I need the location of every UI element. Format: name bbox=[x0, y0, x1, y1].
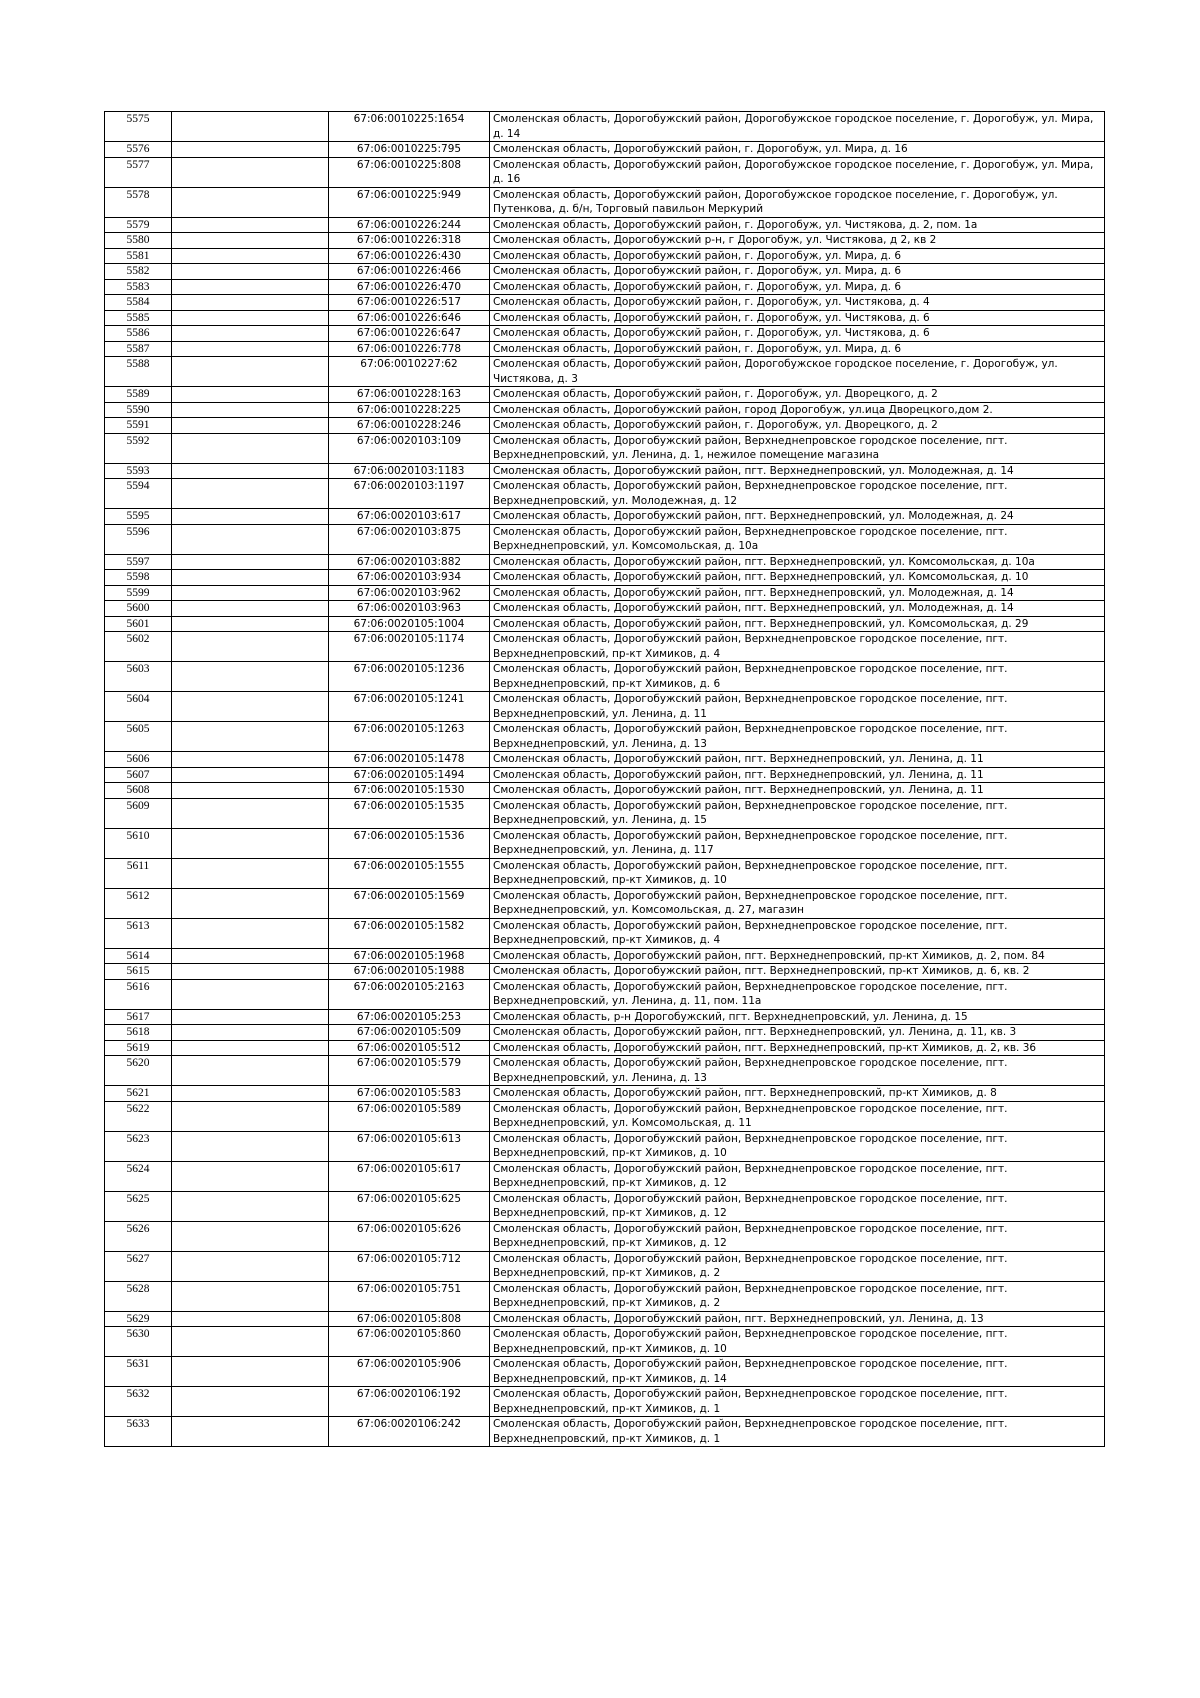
address-cell: Смоленская область, Дорогобужский район, пгт. Верхнеднепровский, ул. Ленина, д. 11 bbox=[490, 752, 1105, 768]
table-row bbox=[105, 402, 1105, 418]
cadastral-number-cell: 67:06:0020103:882 bbox=[329, 554, 490, 570]
row-name-cell bbox=[172, 798, 329, 828]
address-cell: Смоленская область, Дорогобужский район, Верхнеднепровское городское поселение, пгт. Верхнеднепровский, ул. Ленина, д. 13 bbox=[490, 722, 1105, 752]
row-number-cell: 5580 bbox=[105, 233, 172, 249]
table-row bbox=[105, 310, 1105, 326]
cadastral-number-cell: 67:06:0010226:430 bbox=[329, 248, 490, 264]
table-row bbox=[105, 1387, 1105, 1417]
row-name-cell bbox=[172, 601, 329, 617]
row-name-cell bbox=[172, 509, 329, 525]
row-number-cell: 5579 bbox=[105, 217, 172, 233]
address-cell: Смоленская область, Дорогобужский район, Верхнеднепровское городское поселение, пгт. Верхнеднепровский, ул. Комсомольская, д. 11 bbox=[490, 1101, 1105, 1131]
row-number-cell: 5581 bbox=[105, 248, 172, 264]
cadastral-number-cell: 67:06:0020105:589 bbox=[329, 1101, 490, 1131]
row-number-cell: 5611 bbox=[105, 858, 172, 888]
row-name-cell bbox=[172, 858, 329, 888]
row-name-cell bbox=[172, 479, 329, 509]
table-row bbox=[105, 1327, 1105, 1357]
address-cell: Смоленская область, Дорогобужский район, Верхнеднепровское городское поселение, пгт. Верхнеднепровский, пр-кт Химиков, д. 12 bbox=[490, 1221, 1105, 1251]
row-name-cell bbox=[172, 1387, 329, 1417]
row-number-cell: 5583 bbox=[105, 279, 172, 295]
row-number-cell: 5613 bbox=[105, 918, 172, 948]
row-name-cell bbox=[172, 1086, 329, 1102]
row-name-cell bbox=[172, 692, 329, 722]
cadastral-number-cell: 67:06:0010225:795 bbox=[329, 142, 490, 158]
row-number-cell: 5577 bbox=[105, 157, 172, 187]
table-row bbox=[105, 233, 1105, 249]
address-cell: Смоленская область, Дорогобужский район, Верхнеднепровское городское поселение, пгт. Верхнеднепровский, пр-кт Химиков, д. 2 bbox=[490, 1251, 1105, 1281]
table-row bbox=[105, 157, 1105, 187]
cadastral-number-cell: 67:06:0020105:860 bbox=[329, 1327, 490, 1357]
cadastral-number-cell: 67:06:0020105:751 bbox=[329, 1281, 490, 1311]
table-row bbox=[105, 828, 1105, 858]
row-number-cell: 5594 bbox=[105, 479, 172, 509]
cadastral-number-cell: 67:06:0020103:962 bbox=[329, 585, 490, 601]
table-row bbox=[105, 752, 1105, 768]
address-cell: Смоленская область, Дорогобужский район, Верхнеднепровское городское поселение, пгт. Верхнеднепровский, пр-кт Химиков, д. 4 bbox=[490, 632, 1105, 662]
address-cell: Смоленская область, Дорогобужский район, пгт. Верхнеднепровский, пр-кт Химиков, д. 2, пом. 84 bbox=[490, 948, 1105, 964]
row-name-cell bbox=[172, 112, 329, 142]
table-row bbox=[105, 248, 1105, 264]
cadastral-number-cell: 67:06:0020105:712 bbox=[329, 1251, 490, 1281]
row-number-cell: 5587 bbox=[105, 341, 172, 357]
table-row bbox=[105, 722, 1105, 752]
address-cell: Смоленская область, Дорогобужский район, г. Дорогобуж, ул. Чистякова, д. 6 bbox=[490, 310, 1105, 326]
row-number-cell: 5618 bbox=[105, 1025, 172, 1041]
address-cell: Смоленская область, Дорогобужский район, г. Дорогобуж, ул. Мира, д. 6 bbox=[490, 341, 1105, 357]
address-cell: Смоленская область, Дорогобужский район, Дорогобужское городское поселение, г. Дорогобуж, ул. Путенкова, д. б/н, Торговый павильон Меркурий bbox=[490, 187, 1105, 217]
table-row bbox=[105, 279, 1105, 295]
table-row bbox=[105, 1311, 1105, 1327]
cadastral-number-cell: 67:06:0020105:579 bbox=[329, 1056, 490, 1086]
row-number-cell: 5575 bbox=[105, 112, 172, 142]
table-row bbox=[105, 187, 1105, 217]
row-number-cell: 5576 bbox=[105, 142, 172, 158]
row-name-cell bbox=[172, 357, 329, 387]
row-number-cell: 5612 bbox=[105, 888, 172, 918]
row-name-cell bbox=[172, 1161, 329, 1191]
address-cell: Смоленская область, Дорогобужский район, г. Дорогобуж, ул. Чистякова, д. 2, пом. 1а bbox=[490, 217, 1105, 233]
address-cell: Смоленская область, Дорогобужский район, пгт. Верхнеднепровский, пр-кт Химиков, д. 6, кв. 2 bbox=[490, 964, 1105, 980]
row-name-cell bbox=[172, 187, 329, 217]
row-name-cell bbox=[172, 326, 329, 342]
row-number-cell: 5615 bbox=[105, 964, 172, 980]
row-number-cell: 5622 bbox=[105, 1101, 172, 1131]
address-cell: Смоленская область, Дорогобужский район, Верхнеднепровское городское поселение, пгт. Верхнеднепровский, пр-кт Химиков, д. 12 bbox=[490, 1161, 1105, 1191]
address-cell: Смоленская область, Дорогобужский район, город Дорогобуж, ул.ица Дворецкого,дом 2. bbox=[490, 402, 1105, 418]
row-number-cell: 5624 bbox=[105, 1161, 172, 1191]
row-number-cell: 5629 bbox=[105, 1311, 172, 1327]
cadastral-number-cell: 67:06:0020103:1183 bbox=[329, 463, 490, 479]
row-name-cell bbox=[172, 1025, 329, 1041]
table-row bbox=[105, 295, 1105, 311]
cadastral-number-cell: 67:06:0020105:1582 bbox=[329, 918, 490, 948]
row-number-cell: 5621 bbox=[105, 1086, 172, 1102]
row-number-cell: 5633 bbox=[105, 1417, 172, 1447]
table-row bbox=[105, 387, 1105, 403]
row-name-cell bbox=[172, 433, 329, 463]
table-row bbox=[105, 1357, 1105, 1387]
row-name-cell bbox=[172, 1357, 329, 1387]
cadastral-number-cell: 67:06:0020105:1004 bbox=[329, 616, 490, 632]
cadastral-number-cell: 67:06:0020105:1535 bbox=[329, 798, 490, 828]
address-cell: Смоленская область, Дорогобужский район, Верхнеднепровское городское поселение, пгт. Верхнеднепровский, пр-кт Химиков, д. 1 bbox=[490, 1387, 1105, 1417]
address-cell: Смоленская область, Дорогобужский район, пгт. Верхнеднепровский, пр-кт Химиков, д. 2, кв. 36 bbox=[490, 1040, 1105, 1056]
row-number-cell: 5586 bbox=[105, 326, 172, 342]
cadastral-number-cell: 67:06:0020105:1494 bbox=[329, 767, 490, 783]
row-number-cell: 5600 bbox=[105, 601, 172, 617]
table-row bbox=[105, 1040, 1105, 1056]
table-row bbox=[105, 783, 1105, 799]
row-number-cell: 5616 bbox=[105, 979, 172, 1009]
cadastral-number-cell: 67:06:0020105:512 bbox=[329, 1040, 490, 1056]
table-row bbox=[105, 964, 1105, 980]
row-number-cell: 5589 bbox=[105, 387, 172, 403]
cadastral-number-cell: 67:06:0020105:1555 bbox=[329, 858, 490, 888]
cadastral-number-cell: 67:06:0020105:1236 bbox=[329, 662, 490, 692]
cadastral-number-cell: 67:06:0010226:466 bbox=[329, 264, 490, 280]
address-cell: Смоленская область, Дорогобужский район, пгт. Верхнеднепровский, пр-кт Химиков, д. 8 bbox=[490, 1086, 1105, 1102]
row-number-cell: 5620 bbox=[105, 1056, 172, 1086]
cadastral-number-cell: 67:06:0010226:517 bbox=[329, 295, 490, 311]
address-cell: Смоленская область, Дорогобужский район, пгт. Верхнеднепровский, ул. Ленина, д. 11 bbox=[490, 783, 1105, 799]
row-name-cell bbox=[172, 310, 329, 326]
table-row bbox=[105, 1191, 1105, 1221]
table-row bbox=[105, 142, 1105, 158]
address-cell: Смоленская область, Дорогобужский район, Верхнеднепровское городское поселение, пгт. Верхнеднепровский, ул. Ленина, д. 15 bbox=[490, 798, 1105, 828]
table-row bbox=[105, 632, 1105, 662]
row-number-cell: 5588 bbox=[105, 357, 172, 387]
row-number-cell: 5619 bbox=[105, 1040, 172, 1056]
cadastral-number-cell: 67:06:0020105:617 bbox=[329, 1161, 490, 1191]
address-cell: Смоленская область, Дорогобужский район, г. Дорогобуж, ул. Мира, д. 6 bbox=[490, 248, 1105, 264]
row-name-cell bbox=[172, 1281, 329, 1311]
cadastral-number-cell: 67:06:0020105:906 bbox=[329, 1357, 490, 1387]
table-row bbox=[105, 554, 1105, 570]
address-cell: Смоленская область, Дорогобужский район, г. Дорогобуж, ул. Мира, д. 16 bbox=[490, 142, 1105, 158]
address-cell: Смоленская область, Дорогобужский район, г. Дорогобуж, ул. Мира, д. 6 bbox=[490, 264, 1105, 280]
cadastral-number-cell: 67:06:0020103:617 bbox=[329, 509, 490, 525]
row-number-cell: 5628 bbox=[105, 1281, 172, 1311]
table-row bbox=[105, 948, 1105, 964]
address-cell: Смоленская область, Дорогобужский район, пгт. Верхнеднепровский, ул. Молодежная, д. 14 bbox=[490, 585, 1105, 601]
table-row bbox=[105, 1221, 1105, 1251]
cadastral-number-cell: 67:06:0010226:778 bbox=[329, 341, 490, 357]
row-number-cell: 5602 bbox=[105, 632, 172, 662]
cadastral-number-cell: 67:06:0010226:646 bbox=[329, 310, 490, 326]
address-cell: Смоленская область, Дорогобужский район, Верхнеднепровское городское поселение, пгт. Верхнеднепровский, ул. Молодежная, д. 12 bbox=[490, 479, 1105, 509]
cadastral-number-cell: 67:06:0020105:509 bbox=[329, 1025, 490, 1041]
row-number-cell: 5606 bbox=[105, 752, 172, 768]
cadastral-number-cell: 67:06:0010226:318 bbox=[329, 233, 490, 249]
row-number-cell: 5590 bbox=[105, 402, 172, 418]
address-cell: Смоленская область, Дорогобужский район, Верхнеднепровское городское поселение, пгт. Верхнеднепровский, ул. Ленина, д. 11, пом. 11а bbox=[490, 979, 1105, 1009]
table-row bbox=[105, 979, 1105, 1009]
address-cell: Смоленская область, Дорогобужский р-н, г Дорогобуж, ул. Чистякова, д 2, кв 2 bbox=[490, 233, 1105, 249]
address-cell: Смоленская область, р-н Дорогобужский, пгт. Верхнеднепровский, ул. Ленина, д. 15 bbox=[490, 1009, 1105, 1025]
row-name-cell bbox=[172, 979, 329, 1009]
row-name-cell bbox=[172, 888, 329, 918]
table-row bbox=[105, 341, 1105, 357]
address-cell: Смоленская область, Дорогобужский район, г. Дорогобуж, ул. Дворецкого, д. 2 bbox=[490, 387, 1105, 403]
row-name-cell bbox=[172, 1009, 329, 1025]
address-cell: Смоленская область, Дорогобужский район, Верхнеднепровское городское поселение, пгт. Верхнеднепровский, пр-кт Химиков, д. 10 bbox=[490, 858, 1105, 888]
row-number-cell: 5626 bbox=[105, 1221, 172, 1251]
cadastral-number-cell: 67:06:0010225:949 bbox=[329, 187, 490, 217]
cadastral-number-cell: 67:06:0020105:583 bbox=[329, 1086, 490, 1102]
row-name-cell bbox=[172, 554, 329, 570]
table-row bbox=[105, 1417, 1105, 1447]
table-row bbox=[105, 616, 1105, 632]
property-table bbox=[104, 111, 1105, 1447]
table-row bbox=[105, 1101, 1105, 1131]
row-name-cell bbox=[172, 1221, 329, 1251]
address-cell: Смоленская область, Дорогобужский район, Верхнеднепровское городское поселение, пгт. Верхнеднепровский, ул. Ленина, д. 1, нежилое помещение магазина bbox=[490, 433, 1105, 463]
row-name-cell bbox=[172, 264, 329, 280]
address-cell: Смоленская область, Дорогобужский район, Верхнеднепровское городское поселение, пгт. Верхнеднепровский, пр-кт Химиков, д. 4 bbox=[490, 918, 1105, 948]
row-name-cell bbox=[172, 828, 329, 858]
table-row bbox=[105, 418, 1105, 434]
row-number-cell: 5603 bbox=[105, 662, 172, 692]
table-row bbox=[105, 918, 1105, 948]
cadastral-number-cell: 67:06:0010226:244 bbox=[329, 217, 490, 233]
table-row bbox=[105, 509, 1105, 525]
row-name-cell bbox=[172, 948, 329, 964]
table-row bbox=[105, 1131, 1105, 1161]
row-name-cell bbox=[172, 463, 329, 479]
row-name-cell bbox=[172, 1056, 329, 1086]
row-name-cell bbox=[172, 570, 329, 586]
cadastral-number-cell: 67:06:0010225:808 bbox=[329, 157, 490, 187]
address-cell: Смоленская область, Дорогобужский район, Верхнеднепровское городское поселение, пгт. Верхнеднепровский, пр-кт Химиков, д. 1 bbox=[490, 1417, 1105, 1447]
row-name-cell bbox=[172, 662, 329, 692]
row-name-cell bbox=[172, 1327, 329, 1357]
cadastral-number-cell: 67:06:0020103:963 bbox=[329, 601, 490, 617]
table-row bbox=[105, 692, 1105, 722]
row-name-cell bbox=[172, 1040, 329, 1056]
address-cell: Смоленская область, Дорогобужский район, Верхнеднепровское городское поселение, пгт. Верхнеднепровский, пр-кт Химиков, д. 12 bbox=[490, 1191, 1105, 1221]
table-row bbox=[105, 1025, 1105, 1041]
row-name-cell bbox=[172, 524, 329, 554]
row-number-cell: 5625 bbox=[105, 1191, 172, 1221]
address-cell: Смоленская область, Дорогобужский район, Верхнеднепровское городское поселение, пгт. Верхнеднепровский, пр-кт Химиков, д. 10 bbox=[490, 1131, 1105, 1161]
row-number-cell: 5584 bbox=[105, 295, 172, 311]
cadastral-number-cell: 67:06:0010228:163 bbox=[329, 387, 490, 403]
row-number-cell: 5601 bbox=[105, 616, 172, 632]
row-name-cell bbox=[172, 142, 329, 158]
address-cell: Смоленская область, Дорогобужский район, пгт. Верхнеднепровский, ул. Ленина, д. 11 bbox=[490, 767, 1105, 783]
address-cell: Смоленская область, Дорогобужский район, Верхнеднепровское городское поселение, пгт. Верхнеднепровский, ул. Комсомольская, д. 10а bbox=[490, 524, 1105, 554]
table-row bbox=[105, 112, 1105, 142]
row-name-cell bbox=[172, 402, 329, 418]
address-cell: Смоленская область, Дорогобужский район, Верхнеднепровское городское поселение, пгт. Верхнеднепровский, ул. Ленина, д. 11 bbox=[490, 692, 1105, 722]
row-number-cell: 5617 bbox=[105, 1009, 172, 1025]
table-row bbox=[105, 858, 1105, 888]
cadastral-number-cell: 67:06:0020103:1197 bbox=[329, 479, 490, 509]
row-name-cell bbox=[172, 752, 329, 768]
row-number-cell: 5610 bbox=[105, 828, 172, 858]
cadastral-number-cell: 67:06:0020105:1241 bbox=[329, 692, 490, 722]
row-name-cell bbox=[172, 632, 329, 662]
address-cell: Смоленская область, Дорогобужский район, пгт. Верхнеднепровский, ул. Ленина, д. 13 bbox=[490, 1311, 1105, 1327]
table-row bbox=[105, 1251, 1105, 1281]
table-row bbox=[105, 1161, 1105, 1191]
cadastral-number-cell: 67:06:0020103:109 bbox=[329, 433, 490, 463]
row-number-cell: 5627 bbox=[105, 1251, 172, 1281]
row-number-cell: 5599 bbox=[105, 585, 172, 601]
row-name-cell bbox=[172, 233, 329, 249]
cadastral-number-cell: 67:06:0020105:1530 bbox=[329, 783, 490, 799]
cadastral-number-cell: 67:06:0020103:934 bbox=[329, 570, 490, 586]
row-name-cell bbox=[172, 783, 329, 799]
table-row bbox=[105, 662, 1105, 692]
row-name-cell bbox=[172, 157, 329, 187]
cadastral-number-cell: 67:06:0020103:875 bbox=[329, 524, 490, 554]
table-row bbox=[105, 1056, 1105, 1086]
row-number-cell: 5608 bbox=[105, 783, 172, 799]
cadastral-number-cell: 67:06:0020105:808 bbox=[329, 1311, 490, 1327]
table-body bbox=[105, 112, 1105, 1447]
address-cell: Смоленская область, Дорогобужский район, пгт. Верхнеднепровский, ул. Комсомольская, д. 10а bbox=[490, 554, 1105, 570]
cadastral-number-cell: 67:06:0010226:470 bbox=[329, 279, 490, 295]
row-name-cell bbox=[172, 767, 329, 783]
address-cell: Смоленская область, Дорогобужский район, г. Дорогобуж, ул. Чистякова, д. 4 bbox=[490, 295, 1105, 311]
row-name-cell bbox=[172, 964, 329, 980]
row-name-cell bbox=[172, 387, 329, 403]
cadastral-number-cell: 67:06:0020105:1536 bbox=[329, 828, 490, 858]
cadastral-number-cell: 67:06:0010228:246 bbox=[329, 418, 490, 434]
table-row bbox=[105, 463, 1105, 479]
cadastral-number-cell: 67:06:0020106:192 bbox=[329, 1387, 490, 1417]
address-cell: Смоленская область, Дорогобужский район, г. Дорогобуж, ул. Чистякова, д. 6 bbox=[490, 326, 1105, 342]
address-cell: Смоленская область, Дорогобужский район, Дорогобужское городское поселение, г. Дорогобуж, ул. Чистякова, д. 3 bbox=[490, 357, 1105, 387]
row-number-cell: 5582 bbox=[105, 264, 172, 280]
table-row bbox=[105, 357, 1105, 387]
address-cell: Смоленская область, Дорогобужский район, пгт. Верхнеднепровский, ул. Молодежная, д. 14 bbox=[490, 601, 1105, 617]
table-row bbox=[105, 888, 1105, 918]
table-row bbox=[105, 479, 1105, 509]
address-cell: Смоленская область, Дорогобужский район, г. Дорогобуж, ул. Дворецкого, д. 2 bbox=[490, 418, 1105, 434]
row-name-cell bbox=[172, 616, 329, 632]
cadastral-number-cell: 67:06:0020105:625 bbox=[329, 1191, 490, 1221]
row-number-cell: 5630 bbox=[105, 1327, 172, 1357]
row-name-cell bbox=[172, 217, 329, 233]
address-cell: Смоленская область, Дорогобужский район, Верхнеднепровское городское поселение, пгт. Верхнеднепровский, пр-кт Химиков, д. 6 bbox=[490, 662, 1105, 692]
row-number-cell: 5597 bbox=[105, 554, 172, 570]
address-cell: Смоленская область, Дорогобужский район, пгт. Верхнеднепровский, ул. Молодежная, д. 24 bbox=[490, 509, 1105, 525]
row-name-cell bbox=[172, 1251, 329, 1281]
row-number-cell: 5595 bbox=[105, 509, 172, 525]
row-number-cell: 5585 bbox=[105, 310, 172, 326]
table-row bbox=[105, 585, 1105, 601]
row-number-cell: 5596 bbox=[105, 524, 172, 554]
address-cell: Смоленская область, Дорогобужский район, Верхнеднепровское городское поселение, пгт. Верхнеднепровский, пр-кт Химиков, д. 14 bbox=[490, 1357, 1105, 1387]
row-number-cell: 5614 bbox=[105, 948, 172, 964]
cadastral-number-cell: 67:06:0020105:2163 bbox=[329, 979, 490, 1009]
row-number-cell: 5592 bbox=[105, 433, 172, 463]
address-cell: Смоленская область, Дорогобужский район, Верхнеднепровское городское поселение, пгт. Верхнеднепровский, пр-кт Химиков, д. 10 bbox=[490, 1327, 1105, 1357]
table-row bbox=[105, 1009, 1105, 1025]
cadastral-number-cell: 67:06:0010226:647 bbox=[329, 326, 490, 342]
cadastral-number-cell: 67:06:0020105:1968 bbox=[329, 948, 490, 964]
cadastral-number-cell: 67:06:0020105:1478 bbox=[329, 752, 490, 768]
row-name-cell bbox=[172, 1131, 329, 1161]
row-number-cell: 5623 bbox=[105, 1131, 172, 1161]
cadastral-number-cell: 67:06:0020106:242 bbox=[329, 1417, 490, 1447]
table-row bbox=[105, 217, 1105, 233]
address-cell: Смоленская область, Дорогобужский район, Верхнеднепровское городское поселение, пгт. Верхнеднепровский, ул. Комсомольская, д. 27, магазин bbox=[490, 888, 1105, 918]
address-cell: Смоленская область, Дорогобужский район, Дорогобужское городское поселение, г. Дорогобуж, ул. Мира, д. 16 bbox=[490, 157, 1105, 187]
cadastral-number-cell: 67:06:0010228:225 bbox=[329, 402, 490, 418]
row-name-cell bbox=[172, 585, 329, 601]
row-name-cell bbox=[172, 341, 329, 357]
table-row bbox=[105, 1281, 1105, 1311]
row-name-cell bbox=[172, 1417, 329, 1447]
row-name-cell bbox=[172, 918, 329, 948]
cadastral-number-cell: 67:06:0020105:613 bbox=[329, 1131, 490, 1161]
row-name-cell bbox=[172, 1101, 329, 1131]
cadastral-number-cell: 67:06:0020105:1174 bbox=[329, 632, 490, 662]
row-name-cell bbox=[172, 295, 329, 311]
row-number-cell: 5593 bbox=[105, 463, 172, 479]
row-number-cell: 5598 bbox=[105, 570, 172, 586]
table-row bbox=[105, 433, 1105, 463]
cadastral-number-cell: 67:06:0020105:626 bbox=[329, 1221, 490, 1251]
row-number-cell: 5578 bbox=[105, 187, 172, 217]
table-row bbox=[105, 326, 1105, 342]
address-cell: Смоленская область, Дорогобужский район, Дорогобужское городское поселение, г. Дорогобуж, ул. Мира, д. 14 bbox=[490, 112, 1105, 142]
row-name-cell bbox=[172, 418, 329, 434]
row-number-cell: 5609 bbox=[105, 798, 172, 828]
row-number-cell: 5632 bbox=[105, 1387, 172, 1417]
cadastral-number-cell: 67:06:0010227:62 bbox=[329, 357, 490, 387]
address-cell: Смоленская область, Дорогобужский район, Верхнеднепровское городское поселение, пгт. Верхнеднепровский, ул. Ленина, д. 117 bbox=[490, 828, 1105, 858]
cadastral-number-cell: 67:06:0020105:1569 bbox=[329, 888, 490, 918]
row-name-cell bbox=[172, 1311, 329, 1327]
table-row bbox=[105, 798, 1105, 828]
row-name-cell bbox=[172, 248, 329, 264]
address-cell: Смоленская область, Дорогобужский район, пгт. Верхнеднепровский, ул. Молодежная, д. 14 bbox=[490, 463, 1105, 479]
row-name-cell bbox=[172, 722, 329, 752]
address-cell: Смоленская область, Дорогобужский район, г. Дорогобуж, ул. Мира, д. 6 bbox=[490, 279, 1105, 295]
address-cell: Смоленская область, Дорогобужский район, пгт. Верхнеднепровский, ул. Комсомольская, д. 29 bbox=[490, 616, 1105, 632]
row-number-cell: 5604 bbox=[105, 692, 172, 722]
address-cell: Смоленская область, Дорогобужский район, Верхнеднепровское городское поселение, пгт. Верхнеднепровский, пр-кт Химиков, д. 2 bbox=[490, 1281, 1105, 1311]
row-name-cell bbox=[172, 279, 329, 295]
row-number-cell: 5631 bbox=[105, 1357, 172, 1387]
row-number-cell: 5591 bbox=[105, 418, 172, 434]
cadastral-number-cell: 67:06:0020105:253 bbox=[329, 1009, 490, 1025]
table-row bbox=[105, 601, 1105, 617]
table-row bbox=[105, 767, 1105, 783]
table-row bbox=[105, 264, 1105, 280]
table-row bbox=[105, 570, 1105, 586]
table-row bbox=[105, 524, 1105, 554]
cadastral-number-cell: 67:06:0010225:1654 bbox=[329, 112, 490, 142]
table-row bbox=[105, 1086, 1105, 1102]
row-number-cell: 5607 bbox=[105, 767, 172, 783]
address-cell: Смоленская область, Дорогобужский район, пгт. Верхнеднепровский, ул. Комсомольская, д. 10 bbox=[490, 570, 1105, 586]
row-number-cell: 5605 bbox=[105, 722, 172, 752]
cadastral-number-cell: 67:06:0020105:1988 bbox=[329, 964, 490, 980]
address-cell: Смоленская область, Дорогобужский район, пгт. Верхнеднепровский, ул. Ленина, д. 11, кв. 3 bbox=[490, 1025, 1105, 1041]
address-cell: Смоленская область, Дорогобужский район, Верхнеднепровское городское поселение, пгт. Верхнеднепровский, ул. Ленина, д. 13 bbox=[490, 1056, 1105, 1086]
row-name-cell bbox=[172, 1191, 329, 1221]
cadastral-number-cell: 67:06:0020105:1263 bbox=[329, 722, 490, 752]
